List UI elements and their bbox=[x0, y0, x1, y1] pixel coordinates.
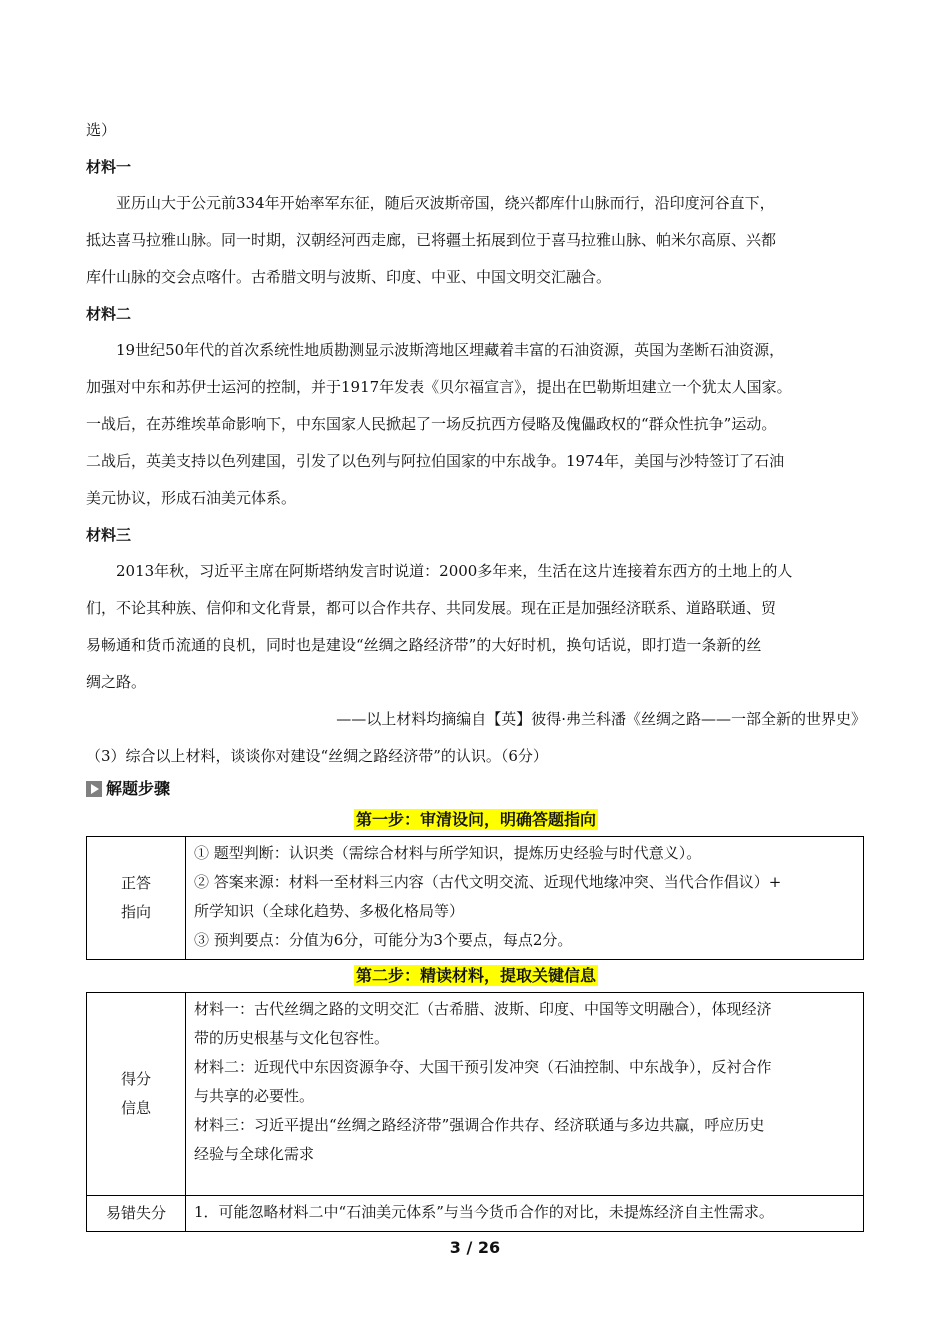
step-1-heading-text: 第一步：审清设问，明确答题指向 bbox=[355, 810, 596, 829]
error-label: 易错失分 bbox=[87, 1196, 186, 1232]
label-line: 信息 bbox=[120, 1099, 151, 1117]
steps-title: 解题步骤 bbox=[106, 779, 171, 798]
cell-line: 材料三：习近平提出“丝绸之路经济带”强调合作共存、经济联通与多边共赢，呼应历史 bbox=[194, 1116, 765, 1134]
label-line: 指向 bbox=[120, 903, 151, 921]
step-1-content bbox=[186, 837, 864, 960]
label-line: 得分 bbox=[120, 1070, 151, 1088]
step-2-heading-text: 第二步：精读材料，提取关键信息 bbox=[355, 966, 596, 985]
error-content bbox=[186, 1196, 864, 1232]
continued-text: 选） bbox=[86, 121, 117, 139]
material-3-line: 们，不论其种族、信仰和文化背景，都可以合作共存、共同发展。现在正是加强经济联系、道路联通、贸 bbox=[86, 599, 777, 617]
play-triangle-icon bbox=[86, 781, 102, 797]
step-2-heading bbox=[86, 960, 866, 992]
cell-line: 与共享的必要性。 bbox=[194, 1087, 315, 1105]
material-3-line: 2013年秋，习近平主席在阿斯塔纳发言时说道：2000多年来，生活在这片连接着东西方的土地上的人 bbox=[116, 562, 793, 580]
cell-line: 材料一：古代丝绸之路的文明交汇（古希腊、波斯、印度、中国等文明融合），体现经济 bbox=[194, 1000, 772, 1018]
step-1-heading bbox=[86, 804, 866, 836]
cell-line: 1．可能忽略材料二中“石油美元体系”与当今货币合作的对比，未提炼经济自主性需求。 bbox=[194, 1203, 774, 1221]
table-row bbox=[87, 837, 864, 960]
material-3-line: 绸之路。 bbox=[86, 673, 147, 691]
step-1-table bbox=[86, 836, 864, 960]
material-2-line: 美元协议，形成石油美元体系。 bbox=[86, 489, 297, 507]
cell-line: ② 答案来源：材料一至材料三内容（古代文明交流、近现代地缘冲突、当代合作倡议）+ bbox=[194, 873, 782, 891]
document-page bbox=[86, 112, 866, 1232]
material-2-title: 材料二 bbox=[86, 305, 132, 323]
material-2-line: 一战后，在苏维埃革命影响下，中东国家人民掀起了一场反抗西方侵略及傀儡政权的“群众性抗争”运动。 bbox=[86, 415, 777, 433]
source-citation: ——以上材料均摘编自【英】彼得·弗兰科潘《丝绸之路——一部全新的世界史》 bbox=[336, 710, 866, 728]
cell-line: ① 题型判断：认识类（需综合材料与所学知识，提炼历史经验与时代意义）。 bbox=[194, 844, 702, 862]
material-1-title: 材料一 bbox=[86, 158, 132, 176]
material-2-line: 加强对中东和苏伊士运河的控制，并于1917年发表《贝尔福宣言》，提出在巴勒斯坦建立一个犹太人国家。 bbox=[86, 378, 792, 396]
question-text: （3）综合以上材料，谈谈你对建设“丝绸之路经济带”的认识。（6分） bbox=[86, 747, 548, 765]
material-1-line: 库什山脉的交会点喀什。古希腊文明与波斯、印度、中亚、中国文明交汇融合。 bbox=[86, 268, 612, 286]
table-row bbox=[87, 993, 864, 1196]
label-line: 正答 bbox=[120, 874, 151, 892]
step-2-label bbox=[87, 993, 186, 1196]
material-2-line: 19世纪50年代的首次系统性地质勘测显示波斯湾地区埋藏着丰富的石油资源，英国为垄断石油资源， bbox=[116, 341, 785, 359]
material-2-line: 二战后，英美支持以色列建国，引发了以色列与阿拉伯国家的中东战争。1974年，美国与沙特签订了石油 bbox=[86, 452, 785, 470]
cell-line: 带的历史根基与文化包容性。 bbox=[194, 1029, 390, 1047]
cell-line: 材料二：近现代中东因资源争夺、大国干预引发冲突（石油控制、中东战争），反衬合作 bbox=[194, 1058, 772, 1076]
step-2-content bbox=[186, 993, 864, 1196]
steps-header bbox=[86, 774, 866, 804]
cell-line: 所学知识（全球化趋势、多极化格局等） bbox=[194, 902, 465, 920]
material-1-line: 亚历山大于公元前334年开始率军东征，随后灭波斯帝国，绕兴都库什山脉而行，沿印度河谷直下， bbox=[116, 194, 775, 212]
table-row bbox=[87, 1196, 864, 1232]
cell-line: 经验与全球化需求 bbox=[194, 1145, 315, 1163]
material-1-line: 抵达喜马拉雅山脉。同一时期，汉朝经河西走廊，已将疆土拓展到位于喜马拉雅山脉、帕米尔高原、兴都 bbox=[86, 231, 777, 249]
material-3-title: 材料三 bbox=[86, 526, 132, 544]
material-3-line: 易畅通和货币流通的良机，同时也是建设“丝绸之路经济带”的大好时机，换句话说，即打造一条新的丝 bbox=[86, 636, 762, 654]
step-2-table bbox=[86, 992, 864, 1232]
page-number: 3 / 26 bbox=[449, 1238, 501, 1257]
step-1-label bbox=[87, 837, 186, 960]
cell-line: ③ 预判要点：分值为6分，可能分为3个要点，每点2分。 bbox=[194, 931, 573, 949]
